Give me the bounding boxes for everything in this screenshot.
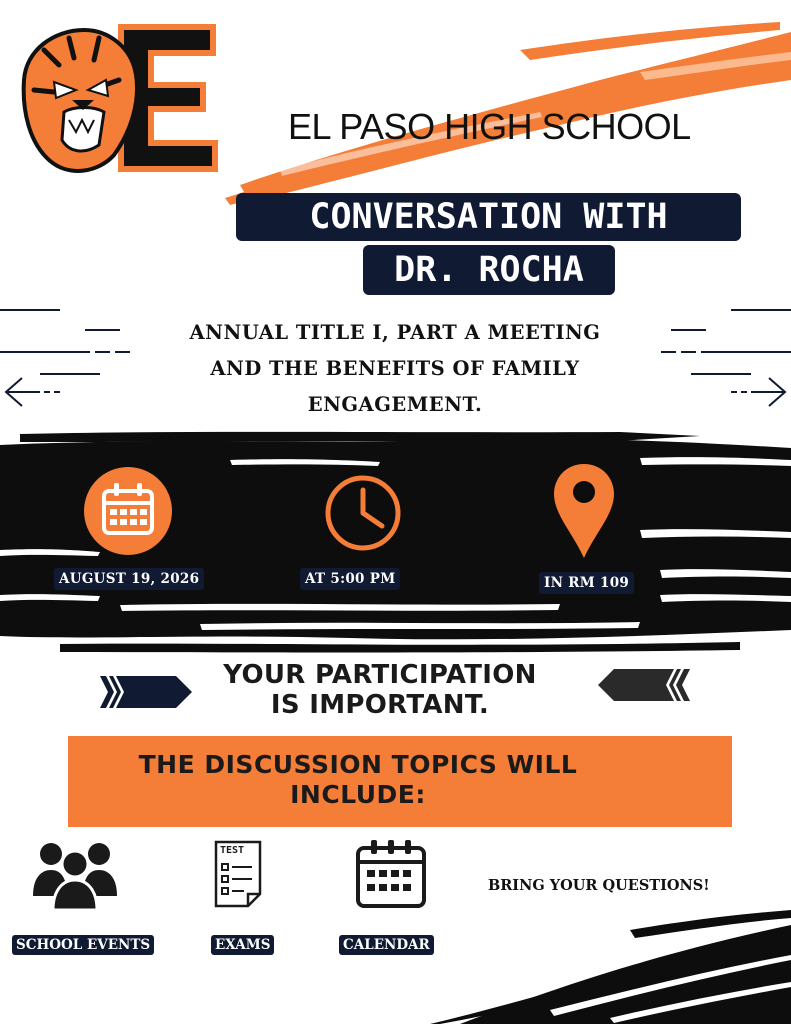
subtitle-line-3: ENGAGEMENT. xyxy=(307,393,483,416)
left-chevron-decoration xyxy=(598,669,690,701)
calendar-icon xyxy=(355,838,427,910)
clock-icon xyxy=(324,474,402,552)
right-arrow-decoration xyxy=(651,300,791,415)
topics-heading-line-2: INCLUDE: xyxy=(290,780,426,809)
group-icon xyxy=(33,838,117,910)
time-label: AT 5:00 PM xyxy=(300,568,400,590)
topic-label-calendar: CALENDAR xyxy=(339,935,434,955)
bring-questions-text: BRING YOUR QUESTIONS! xyxy=(488,877,710,894)
topic-label-school-events: SCHOOL EVENTS xyxy=(12,935,154,955)
participation-line-2: IS IMPORTANT. xyxy=(270,690,490,720)
date-label: AUGUST 19, 2026 xyxy=(54,568,204,590)
test-sheet-icon xyxy=(214,840,262,908)
topics-heading-line-1: THE DISCUSSION TOPICS WILL xyxy=(138,750,578,779)
right-chevron-decoration xyxy=(100,676,192,708)
test-sheet-text: TEST xyxy=(220,845,245,856)
tiger-head-icon xyxy=(14,20,220,176)
title-line-2: DR. ROCHA xyxy=(363,245,615,295)
subtitle-line-2: AND THE BENEFITS OF FAMILY xyxy=(210,357,580,380)
subtitle-line-1: ANNUAL TITLE I, PART A MEETING xyxy=(189,321,601,344)
left-arrow-decoration xyxy=(0,300,140,415)
calendar-icon xyxy=(84,467,172,555)
participation-line-1: YOUR PARTICIPATION xyxy=(223,660,537,690)
participation-message xyxy=(200,660,560,720)
title-line-1: CONVERSATION WITH xyxy=(236,193,741,241)
school-name: EL PASO HIGH SCHOOL xyxy=(288,106,691,147)
meeting-subtitle xyxy=(130,315,660,423)
location-pin-icon xyxy=(552,462,616,560)
location-label: IN RM 109 xyxy=(539,572,634,594)
topic-label-exams: EXAMS xyxy=(211,935,274,955)
black-brush-corner xyxy=(430,910,791,1024)
topics-heading xyxy=(68,750,648,810)
